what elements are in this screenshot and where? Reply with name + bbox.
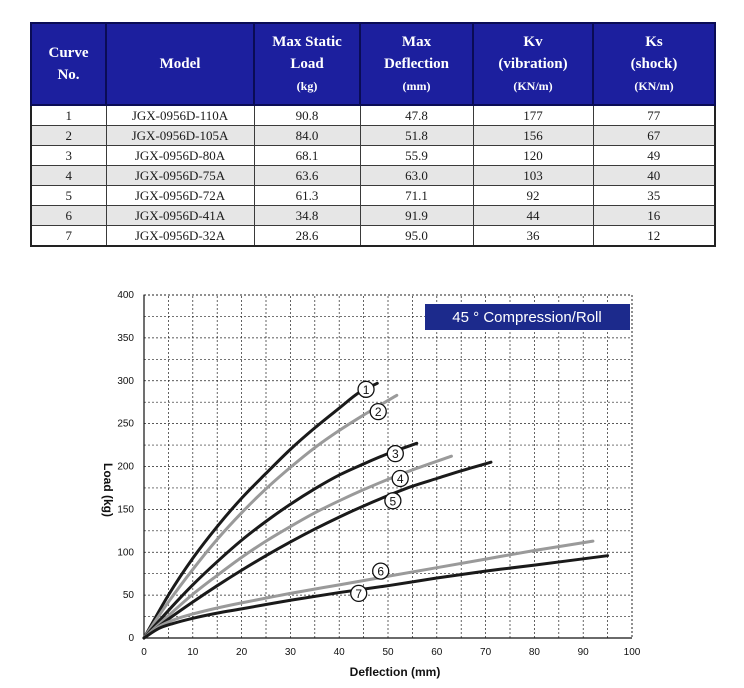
x-tick-label: 70	[480, 647, 492, 658]
curve-label-7: 7	[355, 586, 363, 601]
table-cell: 177	[473, 105, 593, 126]
table-cell: 3	[31, 146, 106, 166]
table-cell: JGX-0956D-75A	[106, 166, 254, 186]
y-tick-label: 250	[117, 418, 134, 430]
table-cell: 7	[31, 226, 106, 247]
header-unit: (KN/m)	[634, 79, 674, 93]
header-line: (vibration)	[498, 56, 568, 72]
y-tick-label: 50	[122, 590, 134, 602]
table-cell: JGX-0956D-41A	[106, 206, 254, 226]
header-line: (shock)	[630, 56, 678, 72]
table-cell: 77	[593, 105, 715, 126]
x-tick-label: 0	[141, 647, 147, 658]
table-cell: 61.3	[254, 186, 360, 206]
table-cell: 95.0	[360, 226, 473, 247]
y-tick-label: 0	[128, 633, 134, 644]
header-line: Curve	[48, 45, 89, 61]
table-cell: 103	[473, 166, 593, 186]
header-line: Model	[159, 56, 201, 72]
chart-title: 45 ° Compression/Roll	[452, 309, 602, 326]
y-tick-label: 350	[117, 332, 134, 344]
y-tick-label: 150	[117, 504, 134, 516]
table-cell: 2	[31, 126, 106, 146]
table-cell: 4	[31, 166, 106, 186]
curve-label-3: 3	[391, 447, 399, 462]
table-cell: 49	[593, 146, 715, 166]
y-axis-label: Load (kg)	[101, 463, 115, 517]
table-cell: 12	[593, 226, 715, 247]
x-tick-label: 20	[236, 647, 248, 658]
curve-label-1: 1	[362, 382, 370, 397]
table-cell: 63.0	[360, 166, 473, 186]
x-axis-label: Deflection (mm)	[349, 665, 441, 679]
header-line: Ks	[645, 34, 663, 50]
table-cell: 68.1	[254, 146, 360, 166]
table-cell: 5	[31, 186, 106, 206]
table-cell: JGX-0956D-80A	[106, 146, 254, 166]
table-cell: JGX-0956D-72A	[106, 186, 254, 206]
table-cell: 156	[473, 126, 593, 146]
header-line: Deflection	[384, 56, 449, 72]
table-cell: 71.1	[360, 186, 473, 206]
table-cell: 28.6	[254, 226, 360, 247]
table-cell: 34.8	[254, 206, 360, 226]
chart-series	[144, 383, 608, 638]
x-tick-label: 50	[382, 647, 394, 658]
x-tick-label: 80	[528, 647, 540, 658]
header-line: No.	[57, 67, 80, 83]
table-cell: JGX-0956D-105A	[106, 126, 254, 146]
table-cell: 36	[473, 226, 593, 247]
x-tick-label: 90	[577, 647, 589, 658]
table-cell: JGX-0956D-110A	[106, 105, 254, 126]
curve-label-2: 2	[374, 405, 382, 420]
table-cell: 91.9	[360, 206, 473, 226]
table-cell: 55.9	[360, 146, 473, 166]
table-cell: 84.0	[254, 126, 360, 146]
table-cell: 92	[473, 186, 593, 206]
x-tick-label: 100	[623, 647, 641, 658]
curve-label-5: 5	[389, 494, 397, 509]
chart-title-box	[425, 304, 630, 330]
header-line: Max Static	[272, 34, 342, 50]
table-cell: JGX-0956D-32A	[106, 226, 254, 247]
table-cell: 16	[593, 206, 715, 226]
table-cell: 47.8	[360, 105, 473, 126]
table-cell: 1	[31, 105, 106, 126]
y-tick-label: 300	[117, 375, 134, 387]
table-cell: 51.8	[360, 126, 473, 146]
x-tick-label: 10	[187, 647, 199, 658]
table-cell: 120	[473, 146, 593, 166]
header-line: Kv	[523, 34, 543, 50]
x-tick-label: 60	[431, 647, 443, 658]
curve-label-4: 4	[396, 472, 404, 487]
x-tick-label: 40	[333, 647, 345, 658]
table-cell: 40	[593, 166, 715, 186]
table-cell: 6	[31, 206, 106, 226]
y-tick-label: 400	[117, 290, 134, 301]
table-cell: 90.8	[254, 105, 360, 126]
header-line: Load	[290, 56, 324, 72]
table-cell: 63.6	[254, 166, 360, 186]
table-cell: 35	[593, 186, 715, 206]
table-cell: 44	[473, 206, 593, 226]
y-tick-label: 100	[117, 547, 134, 559]
header-unit: (kg)	[296, 79, 318, 93]
chart-axes	[117, 290, 640, 658]
header-unit: (mm)	[402, 79, 431, 93]
curve-label-6: 6	[377, 564, 385, 579]
table-cell: 67	[593, 126, 715, 146]
header-line: Max	[401, 34, 432, 50]
y-tick-label: 200	[117, 461, 134, 473]
x-tick-label: 30	[284, 647, 296, 658]
header-unit: (KN/m)	[513, 79, 553, 93]
